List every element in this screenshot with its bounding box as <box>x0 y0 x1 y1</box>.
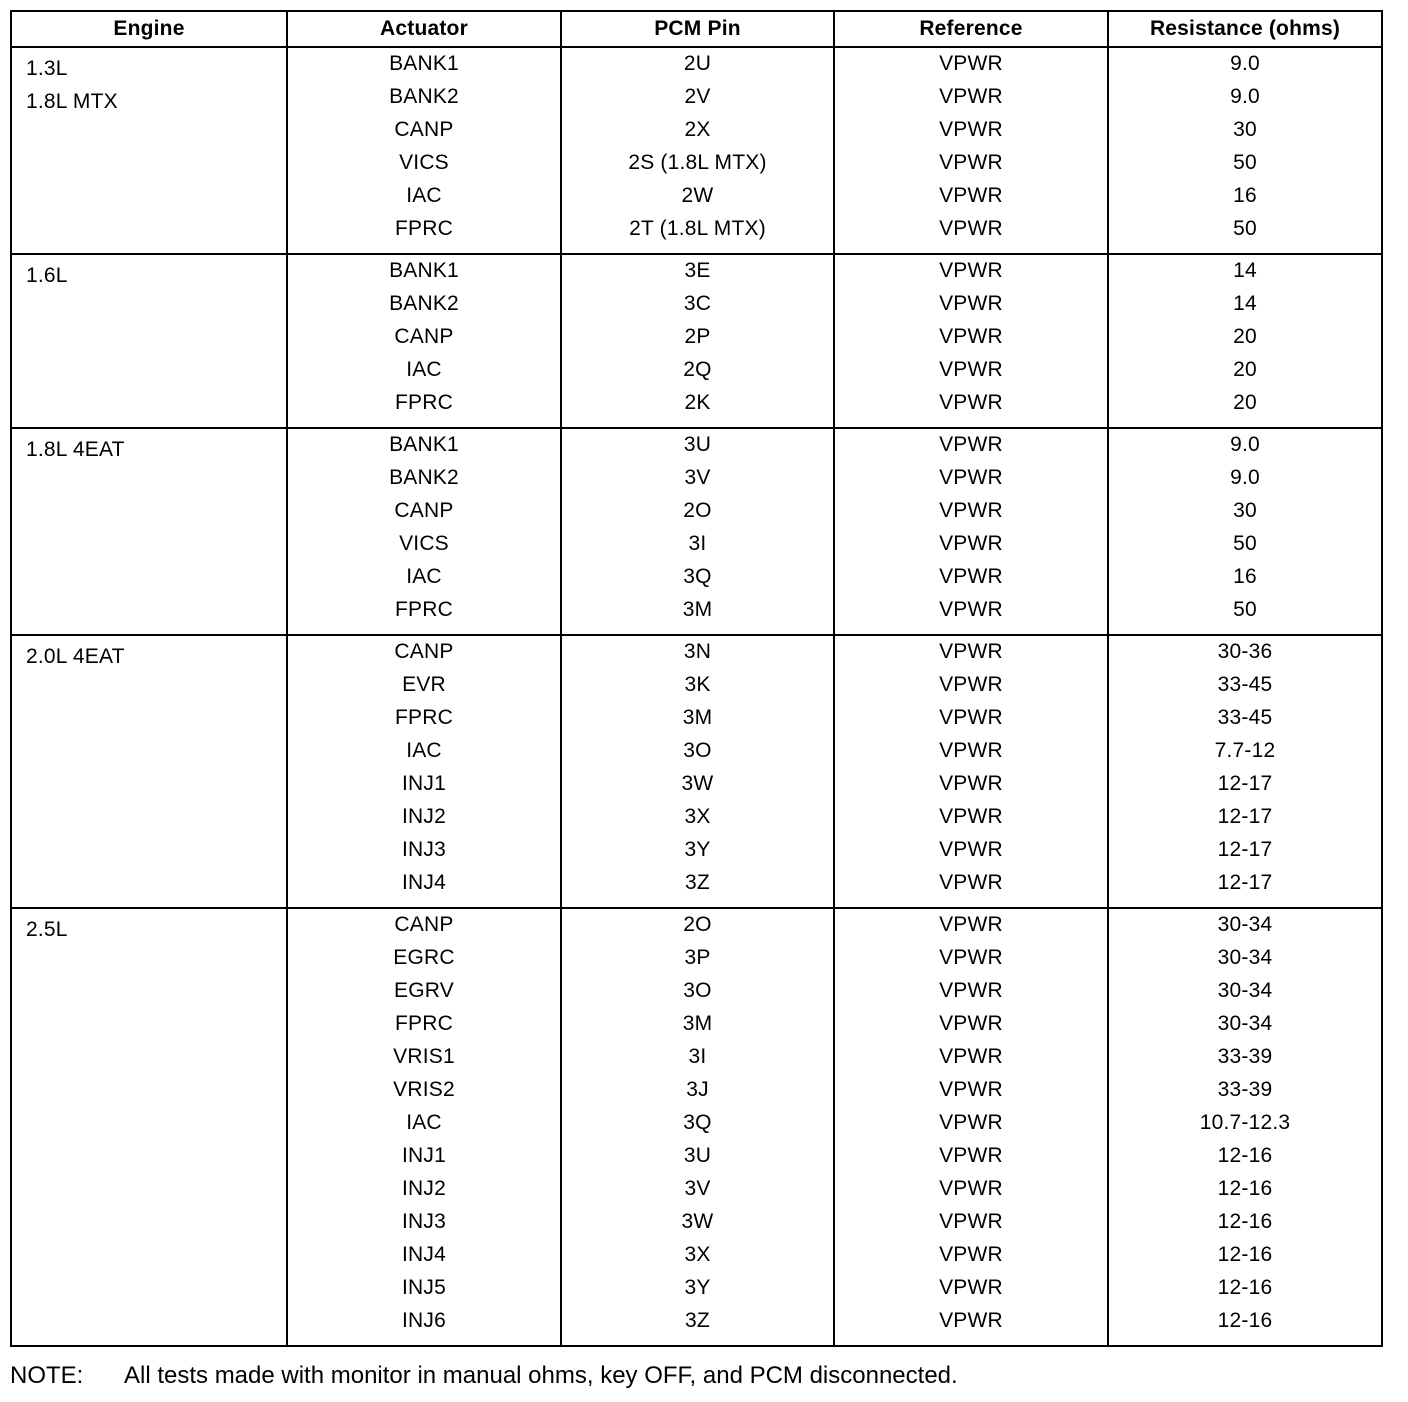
resistance-cell: 50 <box>1108 217 1382 254</box>
reference-cell: VPWR <box>834 706 1108 739</box>
resistance-cell: 14 <box>1108 292 1382 325</box>
header-resistance: Resistance (ohms) <box>1108 11 1382 47</box>
reference-cell: VPWR <box>834 499 1108 532</box>
resistance-cell: 50 <box>1108 532 1382 565</box>
actuator-cell: CANP <box>287 908 561 946</box>
pcm-pin-cell: 3V <box>561 466 834 499</box>
resistance-cell: 33-45 <box>1108 706 1382 739</box>
actuator-cell: BANK1 <box>287 428 561 466</box>
reference-cell: VPWR <box>834 151 1108 184</box>
engine-cell <box>11 908 287 1346</box>
resistance-cell: 9.0 <box>1108 47 1382 85</box>
resistance-cell: 12-16 <box>1108 1276 1382 1309</box>
reference-cell: VPWR <box>834 1144 1108 1177</box>
actuator-cell: VICS <box>287 151 561 184</box>
resistance-cell: 10.7-12.3 <box>1108 1111 1382 1144</box>
reference-cell: VPWR <box>834 532 1108 565</box>
reference-cell: VPWR <box>834 1012 1108 1045</box>
resistance-cell: 33-39 <box>1108 1045 1382 1078</box>
header-actuator: Actuator <box>287 11 561 47</box>
actuator-cell: EVR <box>287 673 561 706</box>
reference-cell: VPWR <box>834 772 1108 805</box>
actuator-cell: INJ1 <box>287 1144 561 1177</box>
reference-cell: VPWR <box>834 1045 1108 1078</box>
actuator-cell: FPRC <box>287 391 561 428</box>
actuator-cell: VRIS2 <box>287 1078 561 1111</box>
actuator-cell: BANK2 <box>287 292 561 325</box>
reference-cell: VPWR <box>834 325 1108 358</box>
actuator-cell: INJ3 <box>287 1210 561 1243</box>
table-row <box>11 254 1382 292</box>
pcm-pin-cell: 2V <box>561 85 834 118</box>
table-row <box>11 908 1382 946</box>
actuator-cell: FPRC <box>287 706 561 739</box>
actuator-cell: BANK1 <box>287 254 561 292</box>
pcm-pin-cell: 2X <box>561 118 834 151</box>
footnote <box>10 1362 958 1390</box>
pcm-pin-cell: 3V <box>561 1177 834 1210</box>
engine-cell <box>11 47 287 254</box>
resistance-cell: 12-16 <box>1108 1210 1382 1243</box>
actuator-cell: IAC <box>287 358 561 391</box>
pcm-pin-cell: 3M <box>561 1012 834 1045</box>
reference-cell: VPWR <box>834 254 1108 292</box>
actuator-cell: IAC <box>287 739 561 772</box>
resistance-cell: 9.0 <box>1108 466 1382 499</box>
actuator-cell: BANK2 <box>287 466 561 499</box>
pcm-pin-cell: 3N <box>561 635 834 673</box>
reference-cell: VPWR <box>834 428 1108 466</box>
reference-cell: VPWR <box>834 1276 1108 1309</box>
resistance-cell: 12-17 <box>1108 772 1382 805</box>
resistance-cell: 50 <box>1108 151 1382 184</box>
resistance-cell: 14 <box>1108 254 1382 292</box>
engine-label: 1.8L 4EAT <box>26 438 125 461</box>
resistance-cell: 16 <box>1108 184 1382 217</box>
actuator-cell: CANP <box>287 635 561 673</box>
pcm-pin-cell: 2Q <box>561 358 834 391</box>
reference-cell: VPWR <box>834 979 1108 1012</box>
pcm-pin-cell: 2U <box>561 47 834 85</box>
actuator-cell: VRIS1 <box>287 1045 561 1078</box>
reference-cell: VPWR <box>834 292 1108 325</box>
resistance-cell: 30 <box>1108 118 1382 151</box>
header-row <box>11 11 1382 47</box>
reference-cell: VPWR <box>834 1243 1108 1276</box>
engine-label: 1.8L MTX <box>26 90 118 113</box>
actuator-cell: FPRC <box>287 598 561 635</box>
pcm-pin-cell: 3Y <box>561 838 834 871</box>
actuator-cell: BANK1 <box>287 47 561 85</box>
resistance-cell: 9.0 <box>1108 85 1382 118</box>
engine-label: 2.0L 4EAT <box>26 645 125 668</box>
reference-cell: VPWR <box>834 217 1108 254</box>
engine-label: 1.3L <box>26 57 68 80</box>
pcm-pin-cell: 3C <box>561 292 834 325</box>
reference-cell: VPWR <box>834 565 1108 598</box>
resistance-cell: 9.0 <box>1108 428 1382 466</box>
actuator-cell: IAC <box>287 565 561 598</box>
reference-cell: VPWR <box>834 673 1108 706</box>
pcm-pin-cell: 2S (1.8L MTX) <box>561 151 834 184</box>
engine-cell <box>11 635 287 908</box>
reference-cell: VPWR <box>834 118 1108 151</box>
pcm-pin-cell: 3E <box>561 254 834 292</box>
note-text: All tests made with monitor in manual ohms, key OFF, and PCM disconnected. <box>124 1362 958 1389</box>
reference-cell: VPWR <box>834 871 1108 908</box>
header-pcm-pin: PCM Pin <box>561 11 834 47</box>
reference-cell: VPWR <box>834 391 1108 428</box>
pcm-pin-cell: 3O <box>561 979 834 1012</box>
pcm-pin-cell: 3I <box>561 532 834 565</box>
pcm-pin-cell: 3M <box>561 706 834 739</box>
pcm-pin-cell: 2O <box>561 908 834 946</box>
resistance-cell: 12-16 <box>1108 1144 1382 1177</box>
table-row <box>11 635 1382 673</box>
resistance-cell: 12-17 <box>1108 838 1382 871</box>
actuator-cell: INJ6 <box>287 1309 561 1346</box>
resistance-cell: 30-36 <box>1108 635 1382 673</box>
pcm-pin-cell: 3Z <box>561 1309 834 1346</box>
pcm-pin-cell: 3U <box>561 1144 834 1177</box>
actuator-cell: EGRC <box>287 946 561 979</box>
actuator-cell: CANP <box>287 118 561 151</box>
engine-group <box>11 254 1382 428</box>
resistance-cell: 7.7-12 <box>1108 739 1382 772</box>
pcm-pin-cell: 3Q <box>561 565 834 598</box>
engine-group <box>11 428 1382 635</box>
actuator-cell: INJ3 <box>287 838 561 871</box>
reference-cell: VPWR <box>834 184 1108 217</box>
pcm-pin-cell: 3J <box>561 1078 834 1111</box>
pcm-pin-cell: 2T (1.8L MTX) <box>561 217 834 254</box>
pcm-pin-cell: 3K <box>561 673 834 706</box>
reference-cell: VPWR <box>834 635 1108 673</box>
pcm-pin-cell: 3Z <box>561 871 834 908</box>
pcm-pin-cell: 3P <box>561 946 834 979</box>
reference-cell: VPWR <box>834 739 1108 772</box>
resistance-cell: 12-17 <box>1108 871 1382 908</box>
resistance-cell: 50 <box>1108 598 1382 635</box>
reference-cell: VPWR <box>834 1111 1108 1144</box>
pcm-pin-cell: 3M <box>561 598 834 635</box>
resistance-cell: 30-34 <box>1108 979 1382 1012</box>
actuator-cell: INJ2 <box>287 1177 561 1210</box>
pcm-pin-cell: 3W <box>561 772 834 805</box>
engine-group <box>11 908 1382 1346</box>
actuator-cell: BANK2 <box>287 85 561 118</box>
engine-group <box>11 635 1382 908</box>
resistance-cell: 30-34 <box>1108 946 1382 979</box>
actuator-cell: INJ4 <box>287 1243 561 1276</box>
header-reference: Reference <box>834 11 1108 47</box>
reference-cell: VPWR <box>834 838 1108 871</box>
pcm-pin-cell: 3X <box>561 805 834 838</box>
resistance-cell: 12-17 <box>1108 805 1382 838</box>
pcm-pin-cell: 3Y <box>561 1276 834 1309</box>
actuator-cell: EGRV <box>287 979 561 1012</box>
pcm-pin-cell: 3O <box>561 739 834 772</box>
resistance-cell: 12-16 <box>1108 1243 1382 1276</box>
table-row <box>11 428 1382 466</box>
pcm-pin-cell: 3W <box>561 1210 834 1243</box>
actuator-cell: INJ1 <box>287 772 561 805</box>
actuator-cell: INJ4 <box>287 871 561 908</box>
engine-label: 2.5L <box>26 918 68 941</box>
pcm-pin-cell: 3X <box>561 1243 834 1276</box>
actuator-cell: FPRC <box>287 217 561 254</box>
actuator-cell: INJ5 <box>287 1276 561 1309</box>
engine-label: 1.6L <box>26 264 68 287</box>
actuator-cell: FPRC <box>287 1012 561 1045</box>
pcm-pin-cell: 2O <box>561 499 834 532</box>
actuator-cell: CANP <box>287 325 561 358</box>
resistance-cell: 12-16 <box>1108 1309 1382 1346</box>
actuator-cell: INJ2 <box>287 805 561 838</box>
resistance-cell: 33-45 <box>1108 673 1382 706</box>
engine-cell <box>11 428 287 635</box>
reference-cell: VPWR <box>834 908 1108 946</box>
reference-cell: VPWR <box>834 466 1108 499</box>
reference-cell: VPWR <box>834 1177 1108 1210</box>
resistance-cell: 20 <box>1108 325 1382 358</box>
pcm-pin-cell: 3U <box>561 428 834 466</box>
actuator-cell: IAC <box>287 184 561 217</box>
resistance-cell: 12-16 <box>1108 1177 1382 1210</box>
actuator-resistance-table <box>10 10 1383 1347</box>
pcm-pin-cell: 2K <box>561 391 834 428</box>
reference-cell: VPWR <box>834 1210 1108 1243</box>
header-engine: Engine <box>11 11 287 47</box>
resistance-cell: 30 <box>1108 499 1382 532</box>
pcm-pin-cell: 2P <box>561 325 834 358</box>
engine-cell <box>11 254 287 428</box>
engine-group <box>11 47 1382 254</box>
resistance-cell: 33-39 <box>1108 1078 1382 1111</box>
resistance-cell: 30-34 <box>1108 908 1382 946</box>
resistance-cell: 20 <box>1108 391 1382 428</box>
reference-cell: VPWR <box>834 358 1108 391</box>
pcm-pin-cell: 3I <box>561 1045 834 1078</box>
resistance-cell: 16 <box>1108 565 1382 598</box>
note-label: NOTE: <box>10 1362 84 1389</box>
resistance-cell: 30-34 <box>1108 1012 1382 1045</box>
reference-cell: VPWR <box>834 805 1108 838</box>
pcm-pin-cell: 2W <box>561 184 834 217</box>
actuator-cell: IAC <box>287 1111 561 1144</box>
reference-cell: VPWR <box>834 85 1108 118</box>
reference-cell: VPWR <box>834 1309 1108 1346</box>
actuator-cell: VICS <box>287 532 561 565</box>
table-row <box>11 47 1382 85</box>
actuator-cell: CANP <box>287 499 561 532</box>
reference-cell: VPWR <box>834 598 1108 635</box>
resistance-cell: 20 <box>1108 358 1382 391</box>
reference-cell: VPWR <box>834 47 1108 85</box>
reference-cell: VPWR <box>834 1078 1108 1111</box>
pcm-pin-cell: 3Q <box>561 1111 834 1144</box>
reference-cell: VPWR <box>834 946 1108 979</box>
table-header <box>11 11 1382 47</box>
